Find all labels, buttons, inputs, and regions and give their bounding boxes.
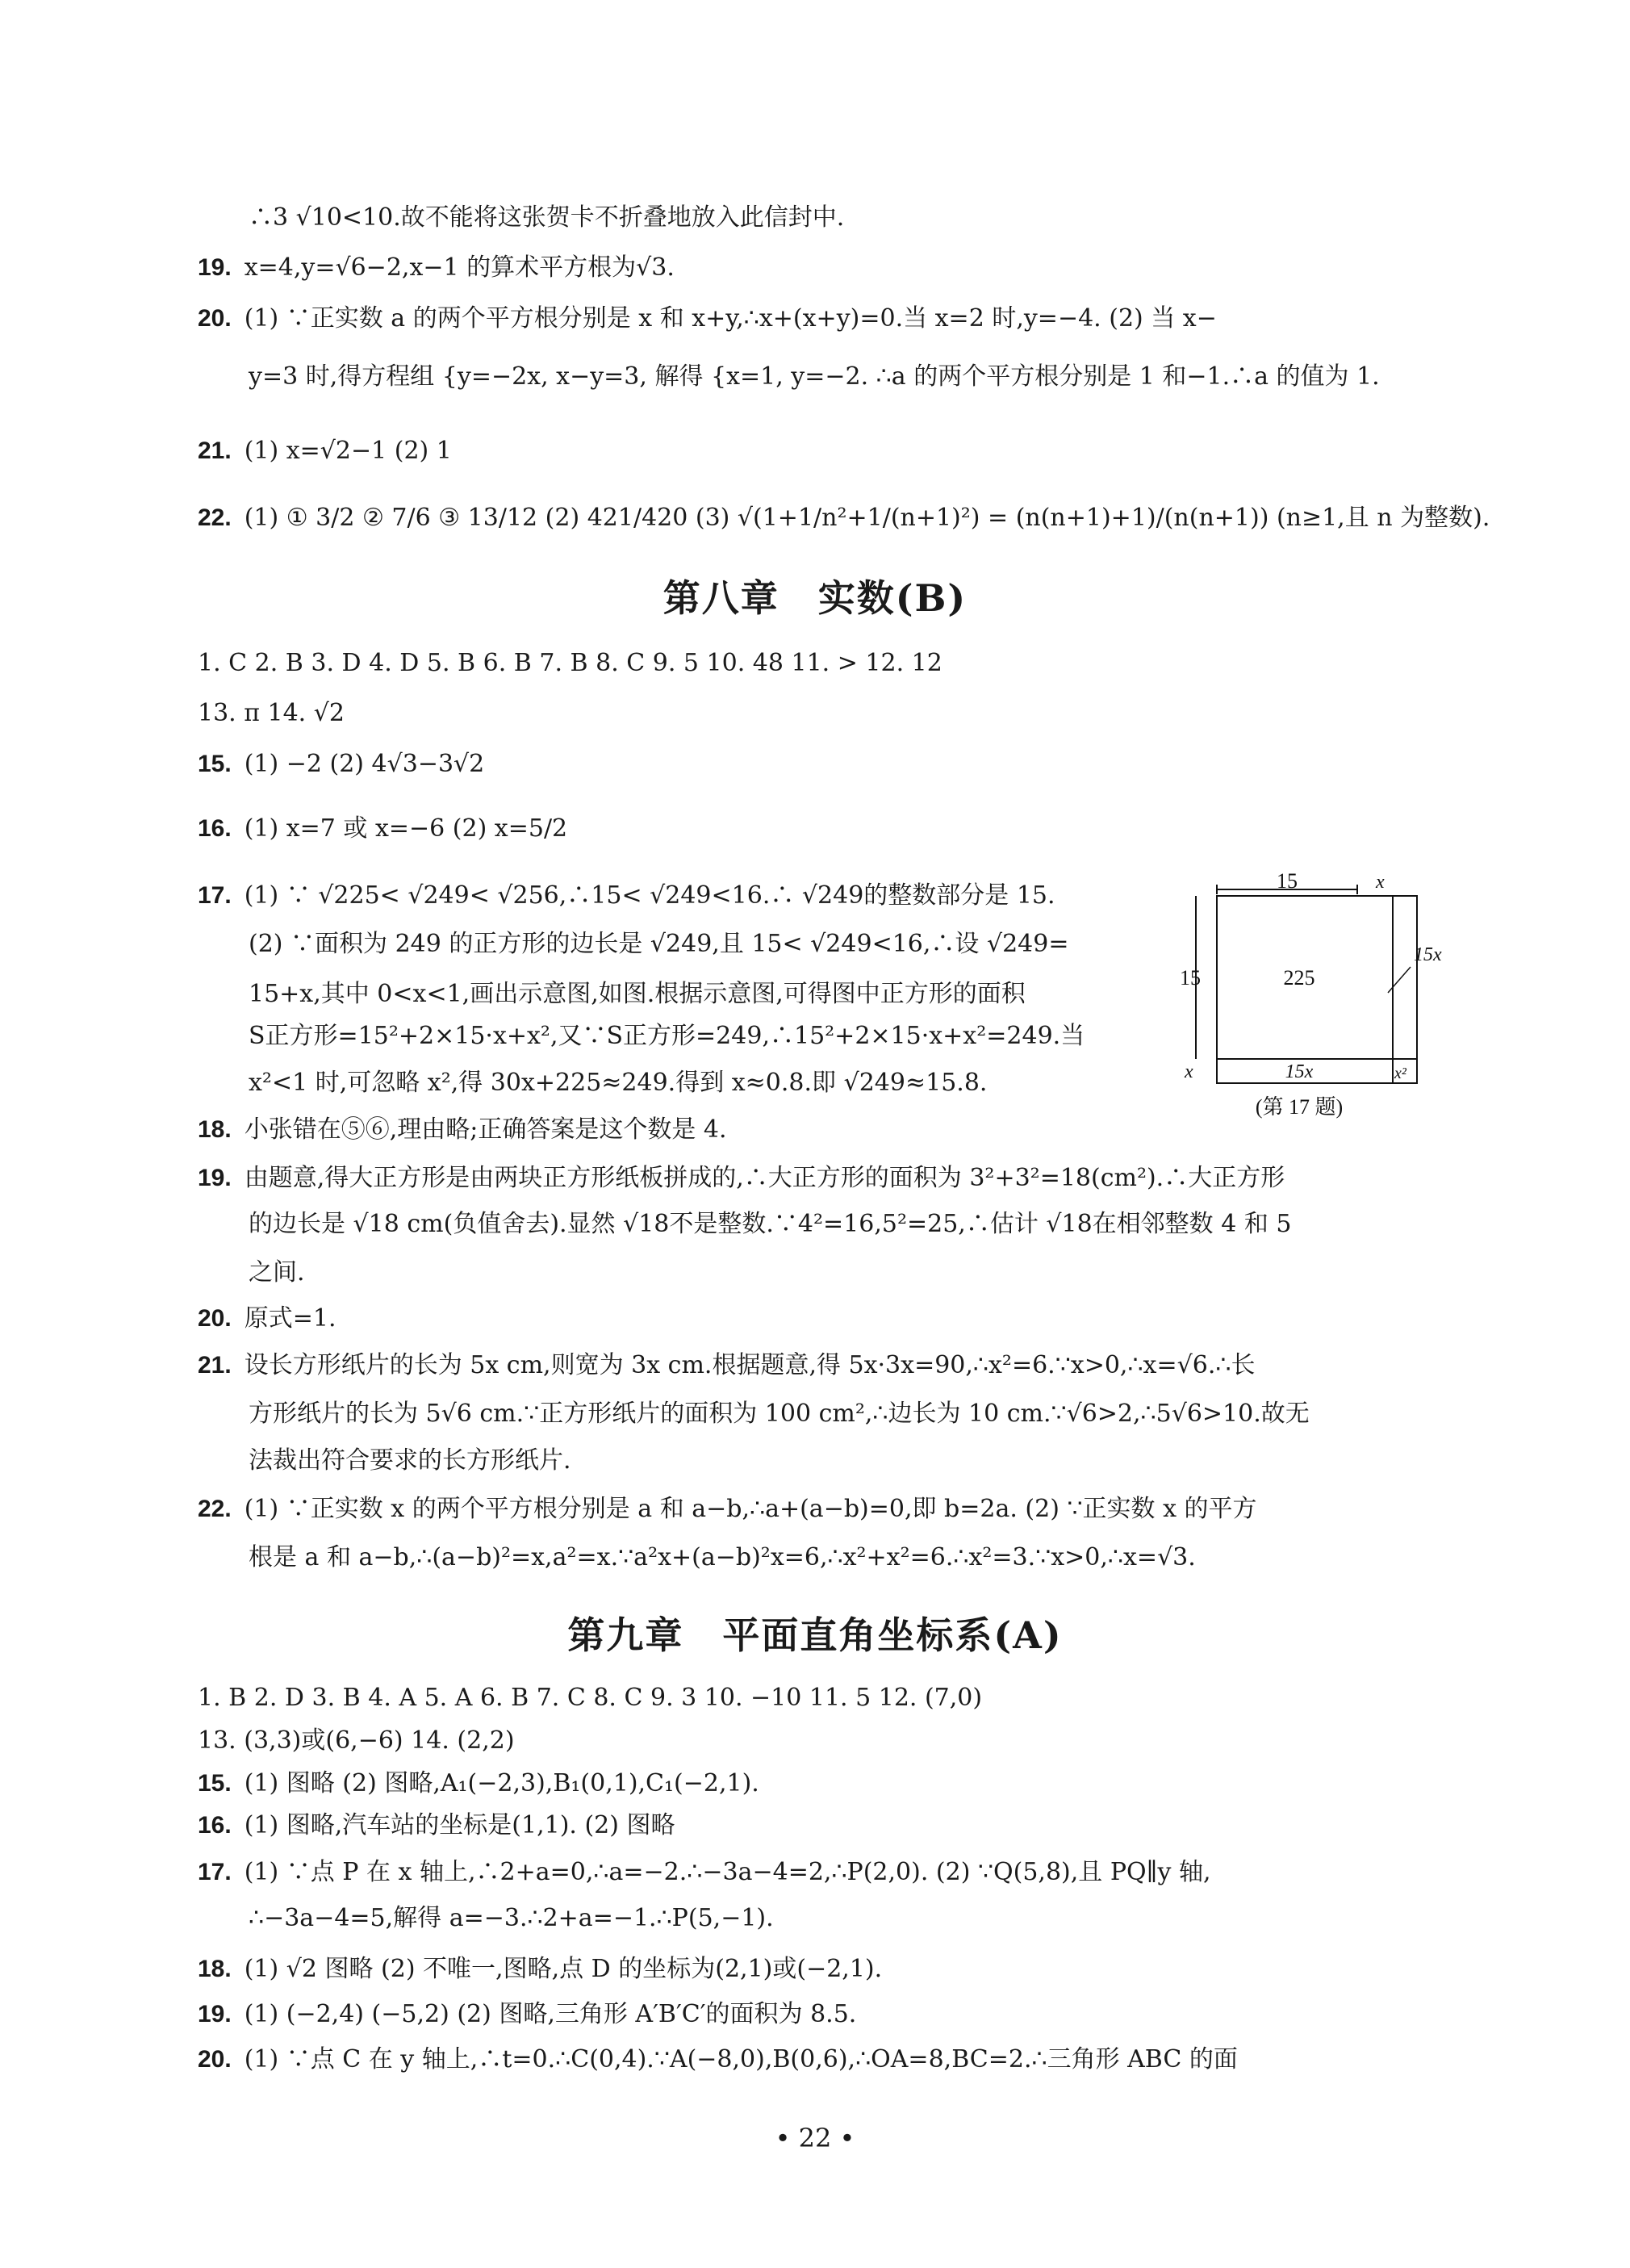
- text-line: 15. (1) −2 (2) 4√3−3√2: [198, 750, 485, 778]
- text-line: 21. 设长方形纸片的长为 5x cm,则宽为 3x cm.根据题意,得 5x·3x=90,∴x²=6.∵x>0,∴x=√6.∴长: [198, 1351, 1256, 1379]
- text-line: 18. (1) √2 图略 (2) 不唯一,图略,点 D 的坐标为(2,1)或(−2,1).: [198, 1955, 883, 1983]
- left-label-15: 15: [1180, 966, 1201, 990]
- text-line: x²<1 时,可忽略 x²,得 30x+225≈249.得到 x≈0.8.即 √249≈15.8.: [249, 1069, 988, 1097]
- text-line: 21. (1) x=√2−1 (2) 1: [198, 437, 452, 465]
- left-label-x: x: [1185, 1061, 1193, 1082]
- text-line: ∴3 √10<10.故不能将这张贺卡不折叠地放入此信封中.: [249, 203, 845, 232]
- top-label-15: 15: [1277, 872, 1298, 893]
- text-line: 19. (1) (−2,4) (−5,2) (2) 图略,三角形 A′B′C′的面积为 8.5.: [198, 2000, 857, 2028]
- pointer-line: [1388, 967, 1411, 993]
- text-line: 13. (3,3)或(6,−6) 14. (2,2): [198, 1726, 515, 1755]
- text-line: 方形纸片的长为 5√6 cm.∵正方形纸片的面积为 100 cm²,∴边长为 10 cm.∵√6>2,∴5√6>10.故无: [249, 1400, 1310, 1428]
- big-square: [1217, 896, 1417, 1083]
- right-label-15x: 15x: [1414, 944, 1442, 965]
- text-line: 1. C 2. B 3. D 4. D 5. B 6. B 7. B 8. C 9. 5 10. 48 11. > 12. 12: [198, 649, 942, 677]
- chapter-title: 第九章 平面直角坐标系(A): [567, 1613, 1063, 1657]
- text-line: (2) ∵面积为 249 的正方形的边长是 √249,且 15< √249<16,∴设 √249=: [249, 930, 1069, 958]
- figure-caption: (第 17 题): [1255, 1095, 1344, 1119]
- text-line: y=3 时,得方程组 {y=−2x, x−y=3, 解得 {x=1, y=−2. ∴a 的两个平方根分别是 1 和−1.∴a 的值为 1.: [249, 362, 1380, 391]
- text-line: 20. (1) ∵正实数 a 的两个平方根分别是 x 和 x+y,∴x+(x+y)=0.当 x=2 时,y=−4. (2) 当 x−: [198, 304, 1217, 333]
- text-line: 22. (1) ∵正实数 x 的两个平方根分别是 a 和 a−b,∴a+(a−b)=0,即 b=2a. (2) ∵正实数 x 的平方: [198, 1495, 1257, 1523]
- text-line: 22. (1) ① 3/2 ② 7/6 ③ 13/12 (2) 421/420 (3) √(1+1/n²+1/(n+1)²) = (n(n+1)+1)/(n(n+1)) (n≥1,且 n 为整数).: [198, 504, 1490, 532]
- text-line: 20. (1) ∵点 C 在 y 轴上,∴t=0.∴C(0,4).∵A(−8,0),B(0,6),∴OA=8,BC=2.∴三角形 ABC 的面: [198, 2045, 1238, 2073]
- text-line: 17. (1) ∵点 P 在 x 轴上,∴2+a=0,∴a=−2.∴−3a−4=2,∴P(2,0). (2) ∵Q(5,8),且 PQ∥y 轴,: [198, 1858, 1211, 1886]
- text-line: 20. 原式=1.: [198, 1304, 336, 1333]
- text-line: 17. (1) ∵ √225< √249< √256,∴15< √249<16.∴ √249的整数部分是 15.: [198, 881, 1055, 910]
- text-line: 的边长是 √18 cm(负值舍去).显然 √18不是整数.∵4²=16,5²=25,∴估计 √18在相邻整数 4 和 5: [249, 1210, 1292, 1238]
- text-line: 之间.: [249, 1258, 305, 1287]
- text-line: 法裁出符合要求的长方形纸片.: [249, 1446, 571, 1475]
- text-line: 16. (1) 图略,汽车站的坐标是(1,1). (2) 图略: [198, 1811, 675, 1839]
- text-line: 13. π 14. √2: [198, 699, 345, 727]
- bottom-label-15x: 15x: [1285, 1061, 1314, 1082]
- text-line: 16. (1) x=7 或 x=−6 (2) x=5/2: [198, 814, 568, 843]
- top-label-x: x: [1376, 872, 1385, 893]
- text-line: 18. 小张错在⑤⑥,理由略;正确答案是这个数是 4.: [198, 1115, 727, 1144]
- corner-label: x²: [1394, 1065, 1406, 1082]
- text-line: ∴−3a−4=5,解得 a=−3.∴2+a=−1.∴P(5,−1).: [249, 1904, 774, 1932]
- center-label: 225: [1283, 966, 1315, 990]
- page-number: • 22 •: [775, 2123, 855, 2153]
- figure-17-diagram: [1178, 872, 1444, 1122]
- chapter-title: 第八章 实数(B): [662, 576, 968, 620]
- text-line: S正方形=15²+2×15·x+x²,又∵S正方形=249,∴15²+2×15·x+x²=249.当: [249, 1022, 1085, 1050]
- text-line: 15. (1) 图略 (2) 图略,A₁(−2,3),B₁(0,1),C₁(−2,1).: [198, 1769, 759, 1797]
- text-line: 19. x=4,y=√6−2,x−1 的算术平方根为√3.: [198, 253, 675, 282]
- text-line: 根是 a 和 a−b,∴(a−b)²=x,a²=x.∵a²x+(a−b)²x=6,∴x²+x²=6.∴x²=3.∵x>0,∴x=√3.: [249, 1543, 1196, 1571]
- text-line: 15+x,其中 0<x<1,画出示意图,如图.根据示意图,可得图中正方形的面积: [249, 980, 1026, 1008]
- text-line: 19. 由题意,得大正方形是由两块正方形纸板拼成的,∴大正方形的面积为 3²+3²=18(cm²).∴大正方形: [198, 1164, 1285, 1192]
- text-line: 1. B 2. D 3. B 4. A 5. A 6. B 7. C 8. C 9. 3 10. −10 11. 5 12. (7,0): [198, 1684, 983, 1712]
